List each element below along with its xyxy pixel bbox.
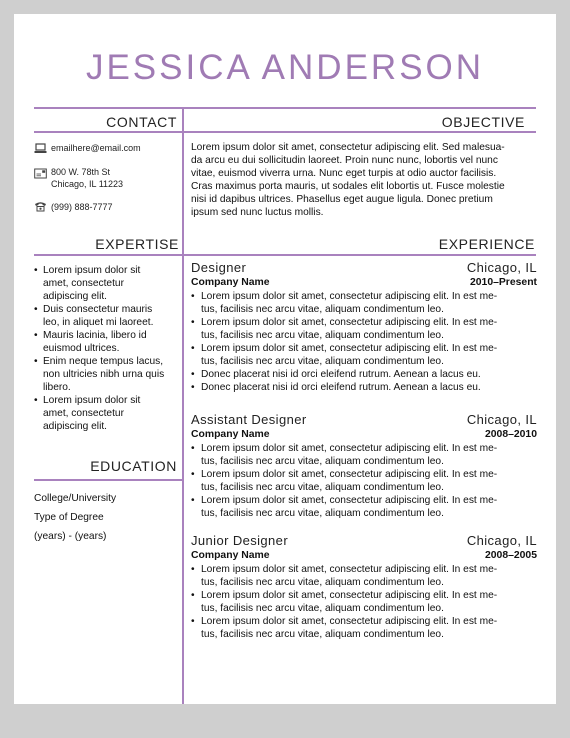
candidate-name: JESSICA ANDERSON bbox=[85, 48, 485, 87]
address-line-2: Chicago, IL 11223 bbox=[51, 179, 124, 189]
expertise-underline bbox=[34, 254, 182, 256]
email-text: emailhere@email.com bbox=[51, 143, 141, 153]
expertise-item: • Lorem ipsum dolor sit amet, consectetur adipiscing elit. bbox=[34, 264, 181, 303]
job-dates: 2008–2005 bbox=[484, 550, 537, 561]
expertise-item: • Enim neque tempus lacus, non ultricies nibh urna quis libero. bbox=[34, 355, 181, 394]
phone-icon bbox=[34, 201, 47, 212]
objective-line: ipsum sed nunc luctus mollis. bbox=[191, 207, 324, 218]
education-underline bbox=[34, 479, 182, 481]
computer-icon bbox=[34, 143, 47, 154]
phone-text: (999) 888-7777 bbox=[51, 202, 113, 212]
job-company: Company Name bbox=[191, 277, 270, 288]
column-divider bbox=[182, 107, 184, 704]
job-entry bbox=[191, 533, 537, 641]
job-bullet-list bbox=[191, 290, 537, 394]
address-line-1: 800 W. 78th St bbox=[51, 167, 111, 177]
job-company: Company Name bbox=[191, 550, 270, 561]
experience-heading: EXPERIENCE bbox=[438, 236, 535, 252]
job-bullet: • Lorem ipsum dolor sit amet, consectetur adipiscing elit. In est me- tus, facilisis nec arcu vitae, aliquam condimentum leo. bbox=[191, 589, 537, 615]
job-bullet: • Lorem ipsum dolor sit amet, consectetur adipiscing elit. In est me- tus, facilisis nec arcu vitae, aliquam condimentum leo. bbox=[191, 468, 537, 494]
job-bullet: • Lorem ipsum dolor sit amet, consectetur adipiscing elit. In est me- tus, facilisis nec arcu vitae, aliquam condimentum leo. bbox=[191, 290, 537, 316]
objective-line: Lorem ipsum dolor sit amet, consectetur adipiscing elit. Sed malesua- bbox=[191, 142, 505, 153]
objective-line: vitae, euismod viverra urna. Nunc eget turpis at odio auctor facilisis. bbox=[191, 168, 497, 179]
objective-line: nisi id dapibus ultrices. Phasellus eget augue ligula. Donec pretium bbox=[191, 194, 493, 205]
mail-icon bbox=[34, 168, 47, 179]
objective-text bbox=[191, 141, 532, 219]
education-years: (years) - (years) bbox=[34, 531, 107, 542]
job-bullet: • Lorem ipsum dolor sit amet, consectetur adipiscing elit. In est me- tus, facilisis nec arcu vitae, aliquam condimentum leo. bbox=[191, 615, 537, 641]
objective-line: Cras maximus porta mauris, ut sodales elit lobortis ut. Fusce molestie bbox=[191, 181, 505, 192]
expertise-item: • Duis consectetur mauris leo, in aliquet mi laoreet. bbox=[34, 303, 181, 329]
job-title: Designer bbox=[191, 260, 247, 275]
education-degree: Type of Degree bbox=[34, 512, 104, 523]
job-dates: 2010–Present bbox=[469, 277, 537, 288]
job-bullet: • Donec placerat nisi id orci eleifend rutrum. Aenean a lacus eu. bbox=[191, 381, 537, 394]
expertise-heading: EXPERTISE bbox=[95, 236, 179, 252]
job-bullet: • Lorem ipsum dolor sit amet, consectetur adipiscing elit. In est me- tus, facilisis nec arcu vitae, aliquam condimentum leo. bbox=[191, 316, 537, 342]
contact-underline bbox=[34, 131, 182, 133]
job-bullet-list bbox=[191, 442, 537, 520]
objective-heading: OBJECTIVE bbox=[441, 114, 525, 130]
job-title: Assistant Designer bbox=[191, 412, 307, 427]
job-company: Company Name bbox=[191, 429, 270, 440]
top-frame-band bbox=[0, 0, 570, 14]
expertise-item: • Lorem ipsum dolor sit amet, consectetur adipiscing elit. bbox=[34, 394, 181, 433]
job-location: Chicago, IL bbox=[466, 533, 537, 548]
job-entry bbox=[191, 412, 537, 520]
bottom-frame-band bbox=[0, 704, 570, 738]
job-bullet: • Lorem ipsum dolor sit amet, consectetur adipiscing elit. In est me- tus, facilisis nec arcu vitae, aliquam condimentum leo. bbox=[191, 342, 537, 368]
job-bullet: • Donec placerat nisi id orci eleifend rutrum. Aenean a lacus eu. bbox=[191, 368, 537, 381]
job-dates: 2008–2010 bbox=[484, 429, 537, 440]
job-bullet: • Lorem ipsum dolor sit amet, consectetur adipiscing elit. In est me- tus, facilisis nec arcu vitae, aliquam condimentum leo. bbox=[191, 494, 537, 520]
objective-line: da arcu eu dui sollicitudin laoreet. Proin nunc nunc, lobortis vel nunc bbox=[191, 155, 498, 166]
education-heading: EDUCATION bbox=[90, 458, 177, 474]
expertise-list bbox=[34, 264, 181, 433]
job-bullet-list bbox=[191, 563, 537, 641]
objective-underline bbox=[184, 131, 536, 133]
job-title: Junior Designer bbox=[191, 533, 289, 548]
education-school: College/University bbox=[34, 493, 117, 504]
job-location: Chicago, IL bbox=[466, 412, 537, 427]
job-entry bbox=[191, 260, 537, 394]
experience-underline bbox=[184, 254, 536, 256]
expertise-item: • Mauris lacinia, libero id euismod ultrices. bbox=[34, 329, 181, 355]
contact-heading: CONTACT bbox=[106, 114, 177, 130]
header-divider bbox=[34, 107, 536, 109]
job-location: Chicago, IL bbox=[466, 260, 537, 275]
job-bullet: • Lorem ipsum dolor sit amet, consectetur adipiscing elit. In est me- tus, facilisis nec arcu vitae, aliquam condimentum leo. bbox=[191, 442, 537, 468]
job-bullet: • Lorem ipsum dolor sit amet, consectetur adipiscing elit. In est me- tus, facilisis nec arcu vitae, aliquam condimentum leo. bbox=[191, 563, 537, 589]
